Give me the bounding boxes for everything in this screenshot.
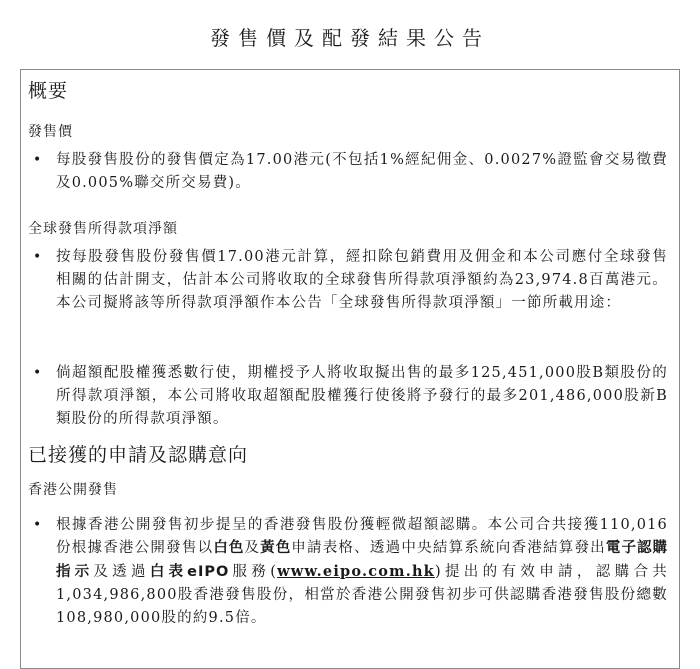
text-segment: 根據香港公開發售初步提呈的香港發售股份獲輕微超額認購。本公司合共接獲110,016份根據香港公開發售以 xyxy=(56,517,668,556)
net-proceeds-bullet-2 xyxy=(28,362,668,431)
text-segment: 及 xyxy=(244,540,261,556)
applications-heading: 已接獲的申請及認購意向 xyxy=(28,444,249,466)
offer-price-bullet xyxy=(28,149,668,195)
text-segment: )提出的有效申請，認購合共1,034,986,800股香港發售股份，相當於香港公開發售初步可供認購香港發售股份總數108,980,000股的約9.5倍。 xyxy=(56,564,669,626)
summary-heading: 概要 xyxy=(28,80,69,102)
net-proceeds-text-1: 按每股發售股份發售價17.00港元計算，經扣除包銷費用及佣金和本公司應付全球發售相關的估計開支，估計本公司將收取的全球發售所得款項淨額約為23,974.8百萬港元。本公司擬將該等所得款項淨額作本公告「全球發售所得款項淨額」一節所載用途： xyxy=(56,249,668,311)
document-title: 發售價及配發結果公告 xyxy=(210,26,490,50)
bullet-icon: • xyxy=(33,365,42,381)
white-form-eipo-label: 白表eIPO xyxy=(149,564,230,580)
text-segment: 服務( xyxy=(229,564,278,580)
hk-public-offering-bullet xyxy=(28,514,668,630)
electronic-instructions-label: 電子認購指示 xyxy=(56,540,669,580)
hk-public-offering-heading: 香港公開發售 xyxy=(28,482,118,498)
bullet-icon: • xyxy=(33,517,42,533)
text-segment: 申請表格、透過中央結算系統向香港結算發出 xyxy=(291,540,606,556)
net-proceeds-bullet-1 xyxy=(28,246,668,315)
bullet-icon: • xyxy=(33,249,42,265)
eipo-link[interactable]: www.eipo.com.hk xyxy=(277,563,435,580)
yellow-form-label: 黃色 xyxy=(260,540,292,556)
net-proceeds-text-2: 倘超額配股權獲悉數行使，期權授予人將收取擬出售的最多125,451,000股B類股份的所得款項淨額，本公司將收取超額配股權獲行使後將予發行的最多201,486,000股新B類股份的所得款項淨額。 xyxy=(56,365,668,427)
offer-price-text: 每股發售股份的發售價定為17.00港元(不包括1%經紀佣金、0.0027%證監會交易徵費及0.005%聯交所交易費)。 xyxy=(56,152,668,191)
hk-public-offering-text xyxy=(56,514,668,630)
white-form-label: 白色 xyxy=(213,540,245,556)
offer-price-heading: 發售價 xyxy=(28,124,73,140)
net-proceeds-heading: 全球發售所得款項淨額 xyxy=(28,221,178,237)
bullet-icon: • xyxy=(33,152,42,168)
text-segment: 及透過 xyxy=(93,564,150,580)
